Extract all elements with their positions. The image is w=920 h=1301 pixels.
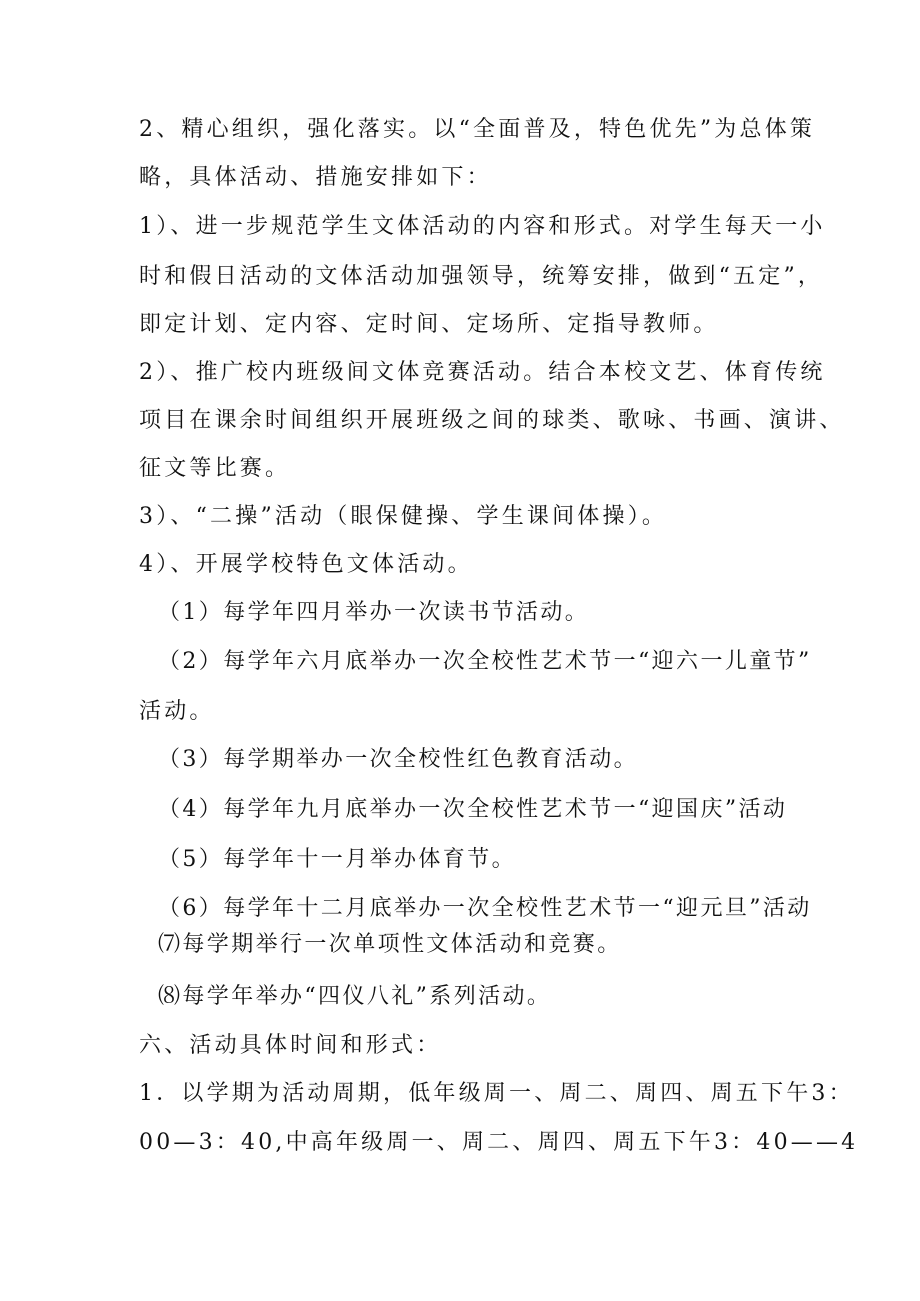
subitem-2-line-2: 活动。 bbox=[139, 699, 215, 724]
subitem-3-line: （3）每学期举办一次全校性红色教育活动。 bbox=[158, 747, 638, 772]
item-2-line-2: 项目在课余时间组织开展班级之间的球类、歌咏、书画、演讲、 bbox=[139, 408, 845, 433]
item-4-line: 4）、开展学校特色文体活动。 bbox=[139, 552, 473, 577]
paragraph-2-line-2: 略，具体活动、措施安排如下： bbox=[139, 165, 492, 190]
subitem-2-line-1: （2）每学年六月底举办一次全校性艺术节一“迎六一儿童节” bbox=[158, 649, 812, 674]
subitem-1-line: （1）每学年四月举办一次读书节活动。 bbox=[158, 600, 590, 625]
item-3-line: 3）、“二操”活动（眼保健操、学生课间体操）。 bbox=[139, 504, 668, 529]
item-1-line-3: 即定计划、定内容、定时间、定场所、定指导教师。 bbox=[139, 312, 719, 337]
item-2-line-3: 征文等比赛。 bbox=[139, 456, 291, 481]
section-6-item-1-line-1: 1．以学期为活动周期，低年级周一、周二、周四、周五下午3： bbox=[139, 1081, 854, 1106]
subitem-8-line: ⑻每学年举办“四仪八礼”系列活动。 bbox=[158, 984, 552, 1009]
section-6-item-1-line-2: 00—3：40,中高年级周一、周二、周四、周五下午3：40——4 bbox=[139, 1130, 859, 1155]
item-1-line-2: 时和假日活动的文体活动加强领导，统筹安排，做到“五定”， bbox=[139, 264, 824, 289]
subitem-6-line: （6）每学年十二月底举办一次全校性艺术节一“迎元旦”活动 bbox=[158, 896, 812, 921]
item-1-line-1: 1）、进一步规范学生文体活动的内容和形式。对学生每天一小 bbox=[139, 214, 826, 239]
item-2-line-1: 2）、推广校内班级间文体竞赛活动。结合本校文艺、体育传统 bbox=[139, 360, 826, 385]
subitem-7-line: ⑺每学期举行一次单项性文体活动和竞赛。 bbox=[158, 932, 622, 957]
subitem-4-line: （4）每学年九月底举办一次全校性艺术节一“迎国庆”活动 bbox=[158, 797, 788, 822]
paragraph-2-line-1: 2、精心组织，强化落实。以“全面普及，特色优先”为总体策 bbox=[139, 117, 816, 142]
subitem-5-line: （5）每学年十一月举办体育节。 bbox=[158, 847, 516, 872]
section-6-heading: 六、活动具体时间和形式： bbox=[139, 1033, 442, 1058]
